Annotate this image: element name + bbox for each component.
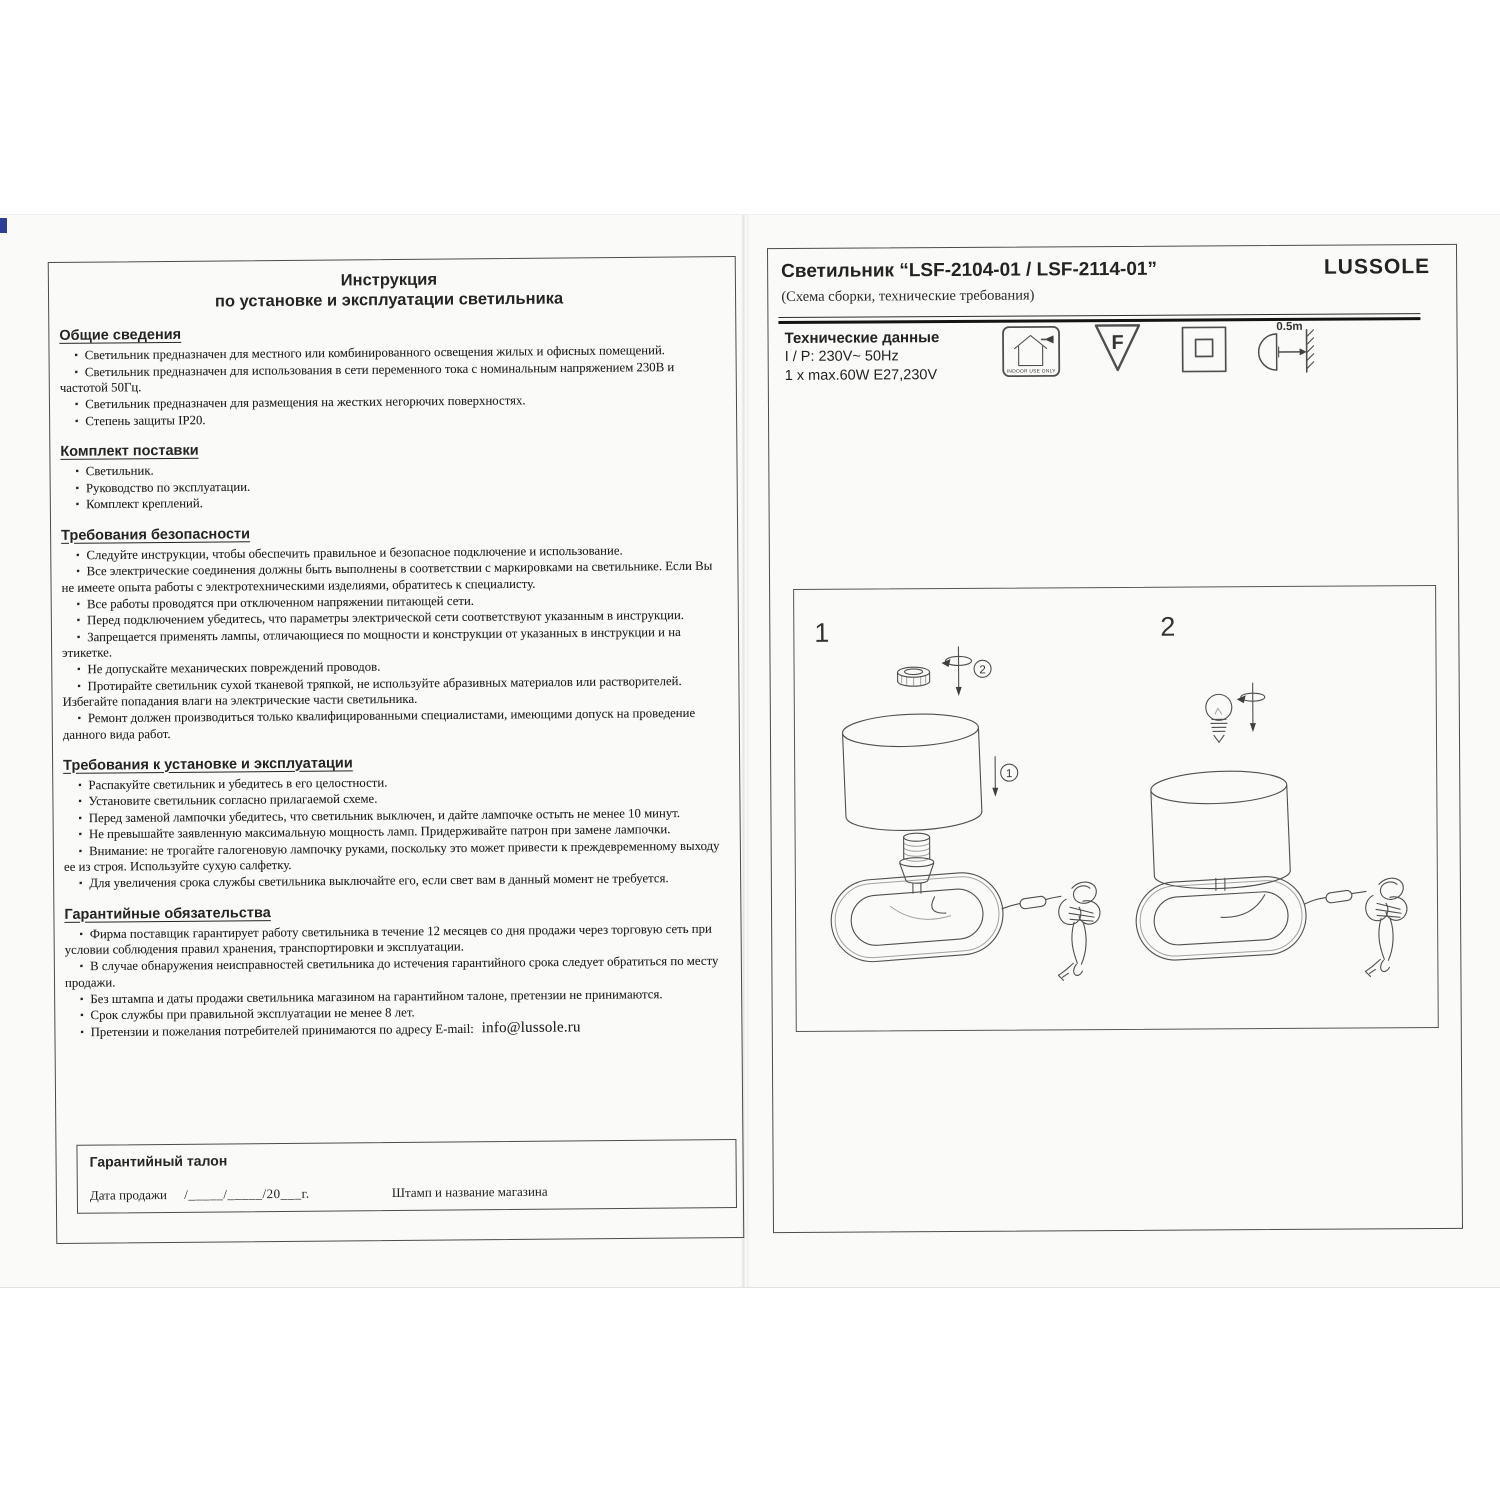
step-2-label: 2 xyxy=(1160,611,1176,642)
shade-ring-nut xyxy=(898,667,930,686)
power-cord xyxy=(1305,890,1366,904)
svg-text:1: 1 xyxy=(1005,768,1013,781)
support-email: info@lussole.ru xyxy=(481,1019,581,1037)
section-warranty xyxy=(64,901,725,1040)
step-1-label: 1 xyxy=(814,617,830,648)
section-heading: Гарантийные обязательства xyxy=(64,904,271,923)
list-item: ▪ Для увеличения срока службы светильника выключайте его, если свет вам в данный момент не требуется. xyxy=(64,869,724,891)
rotate-arrow xyxy=(1237,683,1265,732)
lamp-model-title: Светильник “LSF-2104-01 / LSF-2114-01” xyxy=(781,258,1158,283)
list-item: ▪ Не превышайте заявленную максимальную мощность ламп. Придерживайте патрон при замене лампочки. xyxy=(64,820,724,842)
mount-arrow xyxy=(992,757,998,797)
section-package xyxy=(60,438,721,512)
warranty-date-row xyxy=(90,1182,720,1203)
list-item: ▪ Внимание: не трогайте галогеновую лампочку руками, поскольку это может привести к преждевременному выходу ее из строя. Используйте сухую салфетку. xyxy=(64,837,724,875)
list-item: ▪ Без штампа и даты продажи светильника магазином на гарантийном талоне, претензии не принимаются. xyxy=(65,985,725,1007)
min-distance-icon xyxy=(1255,318,1315,374)
lamp-base xyxy=(828,870,1006,965)
list-item: ▪ Светильник предназначен для местного или комбинированного освещения жилых и офисных помещений. xyxy=(59,341,719,363)
section-heading: Требования безопасности xyxy=(61,525,251,544)
scan-edge-mark xyxy=(0,218,7,233)
lamp-shade xyxy=(842,712,983,833)
list-item: ▪ Все электрические соединения должны быть выполнены в соответствии с маркировками на светильнике. Если Вы не имеете опыта работы с электротехническими изделиями, обратитесь к специалисту. xyxy=(61,557,721,595)
figure-2-drawing xyxy=(1133,682,1408,978)
header-rule xyxy=(778,313,1420,323)
list-item: ▪ Ремонт должен производиться только квалифицированными специалистами, имеющими допуск на проведение данного вида работ. xyxy=(63,704,723,742)
indoor-icon-label: INDOOR USE ONLY xyxy=(1006,369,1056,375)
technical-data-heading: Технические данные xyxy=(784,329,940,348)
lamp-spec-line: 1 x max.60W E27,230V xyxy=(784,367,938,385)
cord-coil-plug xyxy=(1058,882,1101,980)
assembly-scheme-page xyxy=(767,244,1463,1233)
section-heading: Требования к установке и эксплуатации xyxy=(63,754,353,774)
list-item: ▪ Следуйте инструкции, чтобы обеспечить правильное и безопасное подключение и использование. xyxy=(61,541,721,563)
distance-value-label: 0.5m xyxy=(1276,320,1303,334)
warranty-coupon-title: Гарантийный талон xyxy=(89,1152,228,1170)
page-title xyxy=(59,267,719,313)
list-item: ▪ Руководство по эксплуатации. xyxy=(61,474,721,496)
list-item: ▪ Срок службы при правильной эксплуатации не менее 8 лет. xyxy=(65,1001,725,1023)
section-list xyxy=(60,457,720,512)
scanned-paper xyxy=(0,214,1500,1288)
sale-date-label: Дата продажи xyxy=(89,1187,168,1203)
list-item: ▪ Все работы проводятся при отключенном напряжении питающей сети. xyxy=(62,590,722,612)
lamp-base xyxy=(1134,874,1308,962)
list-item: ▪ Перед заменой лампочки убедитесь, что светильник выключен, и дайте лампочке остыть не менее 10 минут. xyxy=(64,804,724,826)
section-heading: Общие сведения xyxy=(59,326,182,344)
callout-1 xyxy=(1001,764,1018,781)
f-icon-letter: F xyxy=(1111,331,1124,355)
cord-coil-plug xyxy=(1365,878,1408,976)
list-item: ▪ Комплект креплений. xyxy=(61,490,721,512)
shop-stamp-label: Штамп и название магазина xyxy=(391,1183,548,1201)
brand-logo: LUSSOLE xyxy=(1323,255,1431,279)
f-symbol-icon xyxy=(1093,323,1141,373)
rotate-arrow xyxy=(941,647,971,696)
section-safety xyxy=(61,522,723,743)
section-general xyxy=(59,322,720,429)
page-subtitle: (Схема сборки, технические требования) xyxy=(781,287,1035,306)
list-item: ▪ Светильник предназначен для использования в сети переменного тока с номинальным напряжением 230В и частотой 50Гц. xyxy=(60,358,720,396)
title-line-1: Инструкция xyxy=(340,270,438,290)
title-line-2: по установке и эксплуатации светильника xyxy=(214,289,564,311)
list-item: ▪ Установите светильник согласно прилагаемой схеме. xyxy=(63,787,723,809)
section-list xyxy=(59,341,720,429)
list-item: ▪ Светильник. xyxy=(60,457,720,479)
light-bulb xyxy=(1206,694,1232,742)
lamp-socket xyxy=(900,833,934,893)
list-item: ▪ Фирма поставщик гарантирует работу светильника в течение 12 месяцев со дня продажи через торговую сеть при условии соблюдения правил хранения, транспортировки и эксплуатации. xyxy=(65,920,725,958)
section-list xyxy=(61,541,723,743)
section-installation xyxy=(63,752,724,892)
list-item: ▪ Перед подключением убедитесь, что параметры электрической сети соответствуют указанным в инструкции. xyxy=(62,606,722,628)
technical-data-block xyxy=(784,328,939,386)
list-item: ▪ В случае обнаружения неисправностей светильника до истечения гарантийного срока следует обратиться по месту продажи. xyxy=(65,952,725,990)
section-list xyxy=(63,771,724,892)
list-item: ▪ Протирайте светильник сухой тканевой тряпкой, не используйте абразивных материалов или растворителей. Избегайте попадания влаги на электрические части светильника. xyxy=(62,672,722,710)
list-item: ▪ Распакуйте светильник и убедитесь в его целостности. xyxy=(63,771,723,793)
sale-date-blank-field: /_____/_____/20___г. xyxy=(184,1185,310,1202)
indoor-use-only-icon xyxy=(1001,325,1060,377)
instruction-page xyxy=(48,256,745,1244)
list-item: ▪ Не допускайте механических повреждений проводов. xyxy=(62,655,722,677)
svg-text:2: 2 xyxy=(979,664,986,677)
list-item: ▪ Степень защиты IP20. xyxy=(60,407,720,429)
assembly-diagram xyxy=(793,585,1439,1032)
warranty-coupon-box xyxy=(76,1139,737,1214)
section-list xyxy=(65,920,726,1040)
class-2-insulation-icon xyxy=(1180,325,1227,373)
lamp-shade xyxy=(1150,769,1291,891)
input-power-line: I / P: 230V~ 50Hz xyxy=(784,348,899,366)
power-cord xyxy=(1002,896,1061,910)
list-item: ▪ Запрещается применять лампы, отличающиеся по мощности и конструкции от указанных в инструкции и на этикетке. xyxy=(62,623,722,661)
email-lead-text: Претензии и пожелания потребителей принимаются по адресу E-mail: xyxy=(90,1021,474,1039)
figure-1-drawing xyxy=(827,646,1101,982)
callout-2 xyxy=(974,660,991,677)
section-heading: Комплект поставки xyxy=(60,442,199,460)
list-item: ▪ Светильник предназначен для размещения на жестких негорючих поверхностях. xyxy=(60,390,720,412)
